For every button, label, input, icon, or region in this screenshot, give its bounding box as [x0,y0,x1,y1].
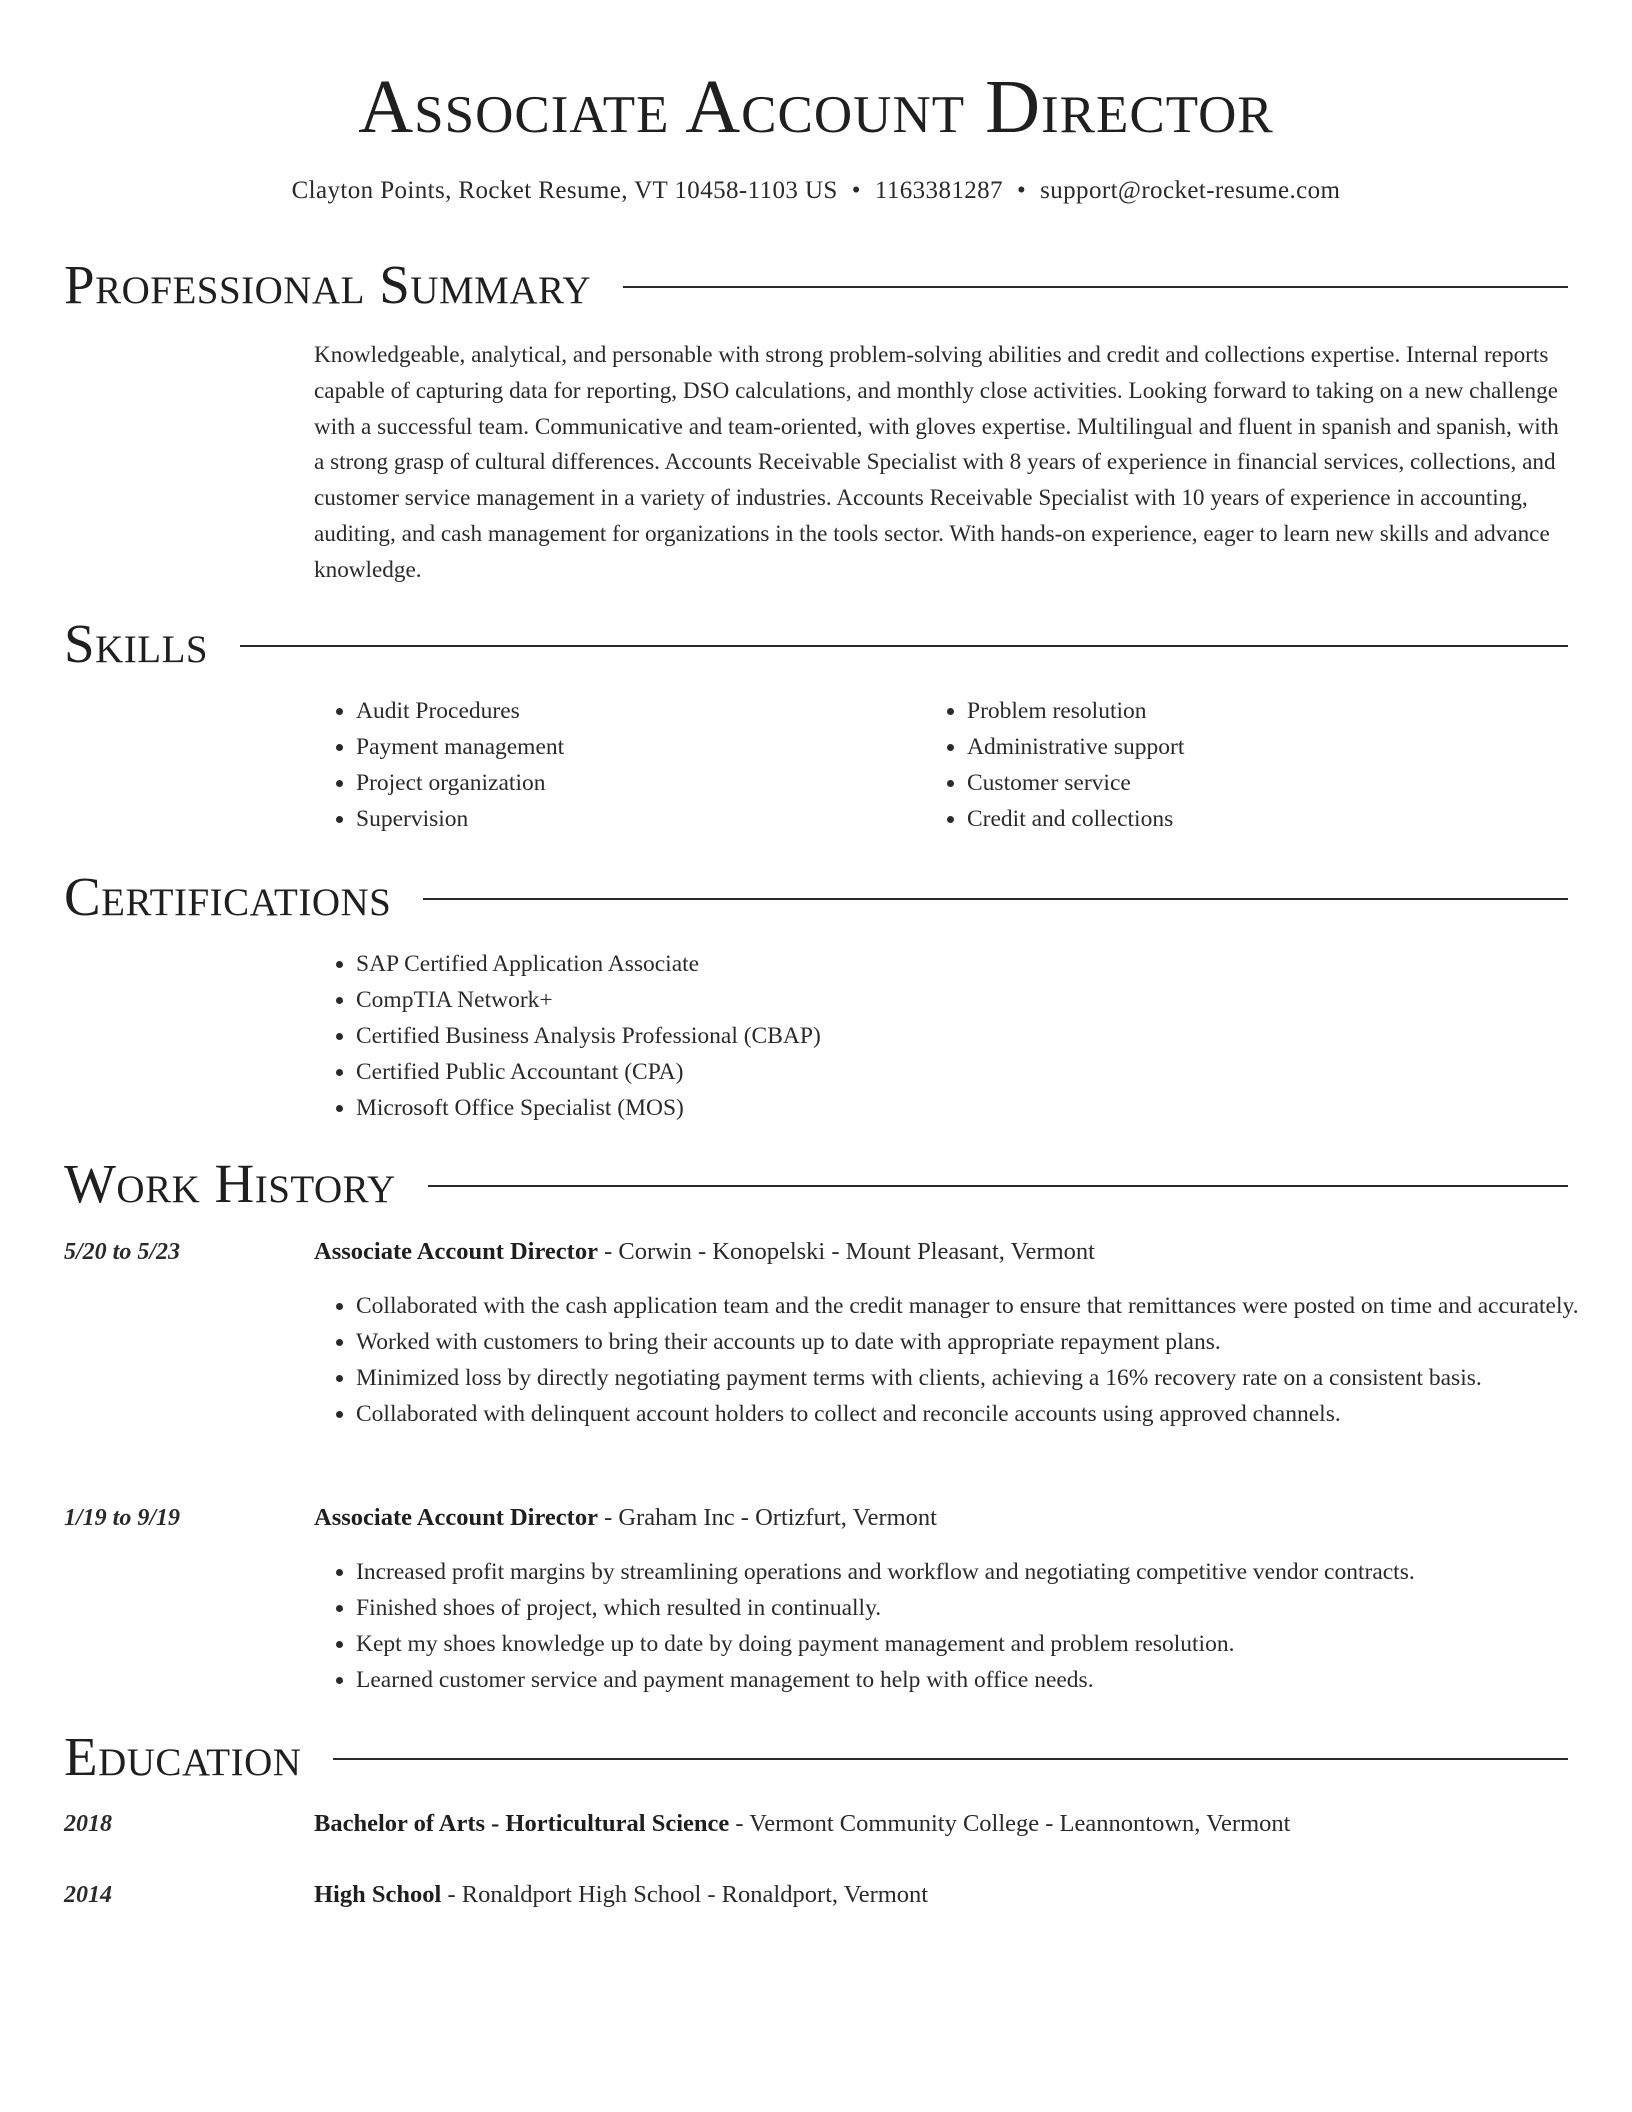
candidate-name: Associate Account Director [358,65,1274,149]
contact-separator: • [1016,177,1027,204]
job-heading [314,1500,937,1536]
certification-item: • Microsoft Office Specialist (MOS) [356,1090,1556,1126]
job-bullet: • Minimized loss by directly negotiating payment terms with clients, achieving a 16% recovery rate on a consistent basis. [356,1360,1604,1396]
job-heading [314,1234,1095,1270]
job-company: - Corwin - Konopelski - Mount Pleasant, Vermont [597,1238,1095,1265]
education-school: - Vermont Community College - Leannontown, Vermont [729,1810,1291,1837]
education-school: - Ronaldport High School - Ronaldport, Vermont [441,1881,929,1908]
skill-item: • Payment management [356,729,916,765]
contact-email: support@rocket-resume.com [1040,177,1341,204]
contact-phone: 1163381287 [874,177,1003,204]
section-title-work-history: Work History [64,1153,396,1214]
skill-item: • Customer service [967,765,1527,801]
contact-line [0,174,1632,208]
contact-address: Clayton Points, Rocket Resume, VT 10458-1103 US [291,177,838,204]
section-title-skills: Skills [64,613,209,674]
job-title: Associate Account Director [314,1238,598,1265]
skill-item: • Credit and collections [967,801,1527,837]
job-bullet: • Worked with customers to bring their accounts up to date with appropriate repayment plans. [356,1324,1604,1360]
job-bullets [312,1554,1604,1698]
education-degree: High School [314,1881,442,1908]
contact-separator: • [851,177,861,204]
skill-item: • Audit Procedures [356,693,916,729]
job-bullet: • Increased profit margins by streamlining operations and workflow and negotiating competitive vendor contracts. [356,1554,1604,1590]
certification-item: • Certified Public Accountant (CPA) [356,1054,1556,1090]
job-dates: 5/20 to 5/23 [64,1239,181,1265]
education-entry [314,1806,1290,1842]
education-year: 2014 [64,1882,112,1908]
section-divider [333,1758,1568,1760]
job-dates: 1/19 to 9/19 [64,1505,181,1531]
job-bullet: • Learned customer service and payment management to help with office needs. [356,1662,1604,1698]
job-bullets [312,1288,1604,1432]
education-entry [314,1877,928,1913]
section-title-education: Education [64,1726,302,1787]
job-bullet: • Finished shoes of project, which resulted in continually. [356,1590,1604,1626]
certification-item: • SAP Certified Application Associate [356,946,1556,982]
section-header-education [64,1722,1568,1792]
skills-list-left [312,693,916,837]
section-header-certifications [64,862,1568,932]
certification-item: • CompTIA Network+ [356,982,1556,1018]
certifications-list [312,946,1556,1126]
skill-item: • Project organization [356,765,916,801]
job-bullet: • Collaborated with delinquent account holders to collect and reconcile accounts using approved channels. [356,1396,1604,1432]
skill-item: • Supervision [356,801,916,837]
certification-item: • Certified Business Analysis Professional (CBAP) [356,1018,1556,1054]
section-divider [423,898,1568,900]
skill-item: • Administrative support [967,729,1527,765]
section-divider [240,645,1568,647]
job-bullet: • Kept my shoes knowledge up to date by doing payment management and problem resolution. [356,1626,1604,1662]
section-divider [428,1185,1568,1187]
education-degree: Bachelor of Arts - Horticultural Science [314,1810,730,1837]
section-title-summary: Professional Summary [64,254,592,315]
summary-text: Knowledgeable, analytical, and personable with strong problem-solving abilities and credit and collections expertise. Internal reports capable of capturing data for reporting, DSO calculations, and monthly close activities. Looking forward to taking on a new challenge with a successful team. Communicative and team-oriented, with gloves expertise. Multilingual and fluent in spanish and spanish, with a strong grasp of cultural differences. Accounts Receivable Specialist with 8 years of experience in financial services, collections, and customer service management in a variety of industries. Accounts Receivable Specialist with 10 years of experience in accounting, auditing, and cash management for organizations in the tools sector. With hands-on experience, eager to learn new skills and advance knowledge. [314,342,1559,583]
section-title-certifications: Certifications [64,866,392,927]
job-bullet: • Collaborated with the cash application team and the credit manager to ensure that remittances were posted on time and accurately. [356,1288,1604,1324]
education-year: 2018 [64,1811,112,1837]
job-company: - Graham Inc - Ortizfurt, Vermont [597,1504,937,1531]
section-header-skills [64,609,1568,679]
section-header-work-history [64,1149,1568,1219]
section-header-summary [64,250,1568,320]
skills-list-right [923,693,1527,837]
job-title: Associate Account Director [314,1504,598,1531]
section-divider [623,286,1568,288]
skill-item: • Problem resolution [967,693,1527,729]
